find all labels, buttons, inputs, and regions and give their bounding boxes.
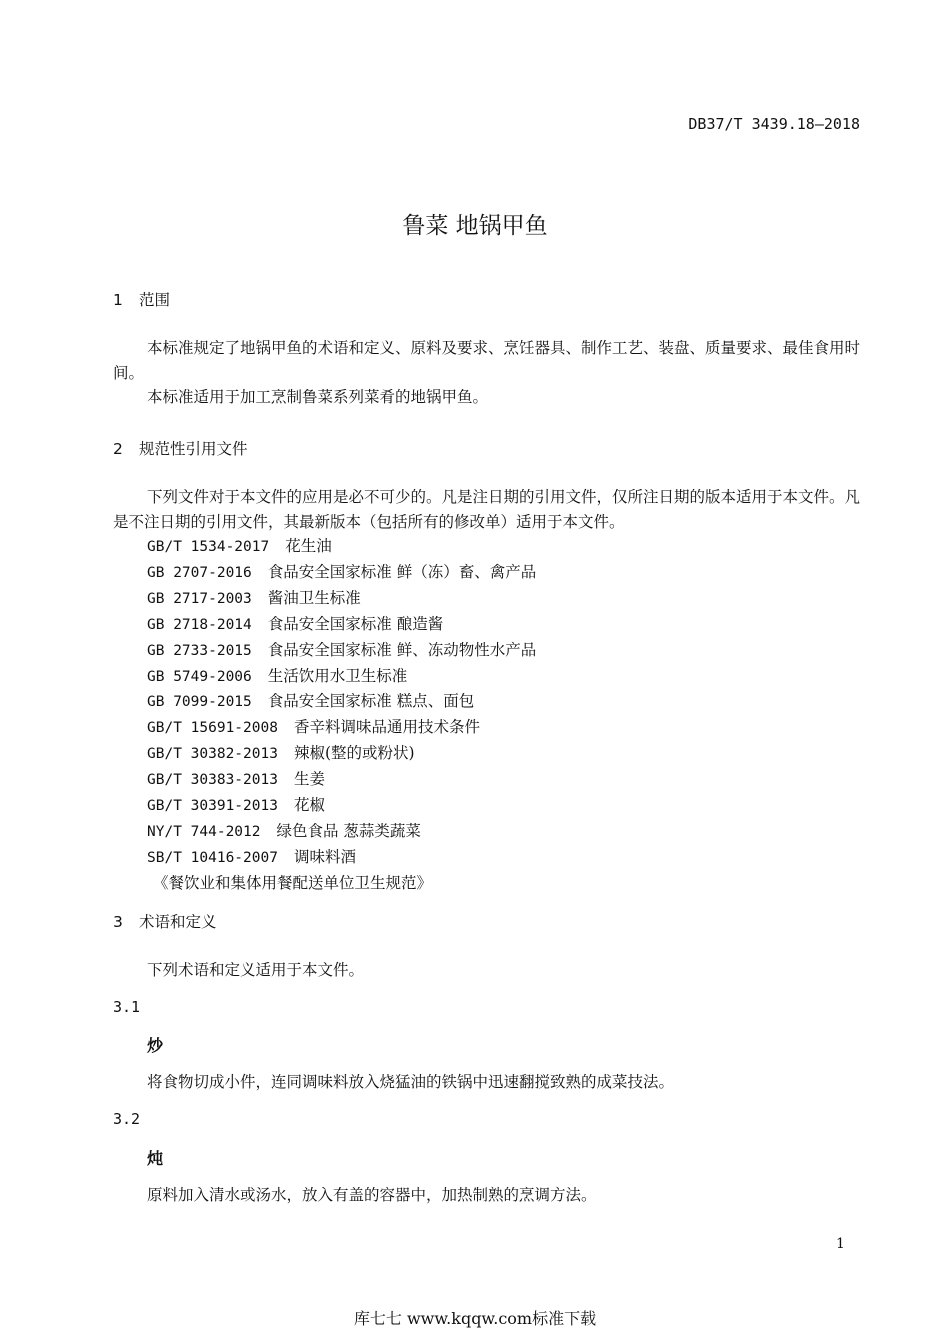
page-number: 1 [836, 1236, 845, 1252]
reference-code: NY/T 744-2012 [147, 823, 261, 840]
reference-item [147, 534, 536, 560]
reference-item [147, 793, 536, 819]
reference-code: GB/T 30391-2013 [147, 798, 278, 815]
standard-code: DB37/T 3439.18—2018 [688, 115, 860, 133]
reference-item [147, 819, 536, 845]
reference-item [147, 560, 536, 586]
footer-watermark: 库七七 www.kqqw.com标准下载 [353, 1309, 597, 1328]
reference-title: 花椒 [293, 796, 325, 815]
reference-item [147, 586, 536, 612]
reference-title: 食品安全国家标准 鲜（冻）畜、禽产品 [267, 562, 537, 581]
reference-title: 酱油卫生标准 [267, 588, 361, 607]
section-number: 3 [113, 913, 123, 931]
clause-number: 3.2 [113, 1110, 141, 1128]
section-2-heading [113, 437, 248, 459]
reference-item [147, 664, 536, 690]
reference-code: GB/T 15691-2008 [147, 720, 278, 737]
reference-item [153, 871, 536, 896]
reference-code: GB 2707-2016 [147, 564, 252, 581]
clause-number: 3.1 [113, 998, 141, 1016]
reference-title: 花生油 [285, 537, 332, 555]
section-1-heading [113, 288, 170, 310]
normative-references-paragraph: 下列文件对于本文件的应用是必不可少的。凡是注日期的引用文件，仅所注日期的版本适用于本文件。凡是不注日期的引用文件，其最新版本（包括所有的修改单）适用于本文件。 [113, 488, 861, 531]
reference-title: 《餐饮业和集体用餐配送单位卫生规范》 [153, 873, 433, 892]
section-number: 1 [113, 291, 123, 309]
terms-intro-paragraph: 下列术语和定义适用于本文件。 [147, 961, 365, 979]
term-definition: 将食物切成小件，连同调味料放入烧猛油的铁锅中迅速翻搅致熟的成菜技法。 [147, 1073, 675, 1091]
scope-paragraph-2: 本标准适用于加工烹制鲁菜系列菜肴的地锅甲鱼。 [147, 388, 489, 406]
reference-code: GB/T 30383-2013 [147, 772, 278, 789]
reference-title: 香辛料调味品通用技术条件 [293, 718, 480, 737]
reference-item [147, 741, 536, 767]
scope-paragraph-1: 本标准规定了地锅甲鱼的术语和定义、原料及要求、烹饪器具、制作工艺、装盘、质量要求、最佳食用时间。 [113, 339, 861, 382]
term-heading: 炒 [147, 1036, 164, 1055]
reference-title: 食品安全国家标准 酿造酱 [267, 614, 444, 633]
reference-item [147, 767, 536, 793]
reference-item [147, 638, 536, 664]
reference-code: GB 2718-2014 [147, 616, 252, 633]
reference-code: SB/T 10416-2007 [147, 849, 278, 866]
reference-title: 绿色食品 葱蒜类蔬菜 [276, 821, 421, 840]
reference-title: 食品安全国家标准 鲜、冻动物性水产品 [267, 640, 537, 659]
reference-item [147, 612, 536, 638]
reference-title: 辣椒(整的或粉状) [293, 744, 415, 763]
reference-title: 食品安全国家标准 糕点、面包 [267, 692, 475, 711]
section-title: 规范性引用文件 [139, 440, 248, 458]
section-title: 术语和定义 [139, 913, 217, 931]
reference-item [147, 689, 536, 715]
term-definition: 原料加入清水或汤水，放入有盖的容器中，加热制熟的烹调方法。 [147, 1186, 597, 1204]
reference-title: 生活饮用水卫生标准 [267, 666, 408, 685]
reference-item [147, 845, 536, 871]
reference-code: GB 2733-2015 [147, 642, 252, 659]
term-heading: 炖 [147, 1149, 164, 1168]
reference-title: 生姜 [293, 770, 325, 789]
reference-code: GB 7099-2015 [147, 694, 252, 711]
reference-item [147, 715, 536, 741]
reference-code: GB/T 30382-2013 [147, 746, 278, 763]
reference-list [147, 534, 536, 896]
document-title: 鲁菜 地锅甲鱼 [402, 213, 548, 239]
reference-code: GB/T 1534-2017 [147, 539, 270, 555]
section-3-heading [113, 910, 217, 932]
reference-title: 调味料酒 [293, 847, 356, 866]
reference-code: GB 5749-2006 [147, 668, 252, 685]
reference-code: GB 2717-2003 [147, 590, 252, 607]
section-number: 2 [113, 440, 123, 458]
section-title: 范围 [139, 291, 171, 309]
